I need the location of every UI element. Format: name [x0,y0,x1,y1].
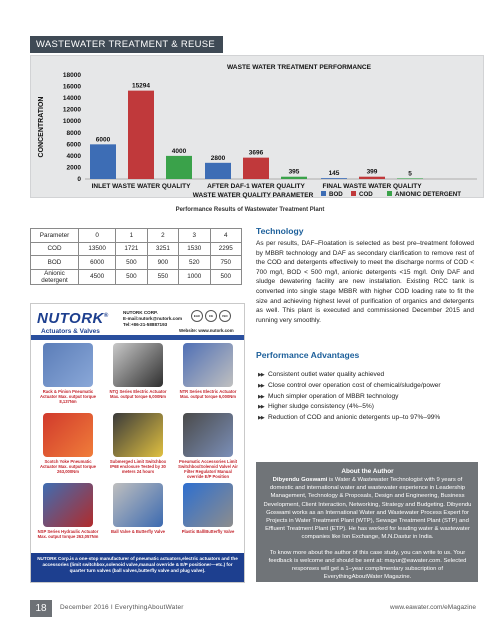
data-label: 399 [366,168,378,176]
certification-badge: ISO [219,310,231,322]
product-image [183,483,233,527]
certification-badge: CE [205,310,217,322]
table-cell: 13500 [79,242,116,256]
x-category-label: FINAL WASTE WATER QUALITY [322,183,422,190]
page-footer [0,600,500,620]
x-category-label: AFTER DAF-1 WATER QUALITY [207,183,305,190]
table-cell: 1721 [116,242,147,256]
legend-label: COD [359,191,373,198]
bar-cod [128,91,154,179]
table-header-cell: 2 [147,229,178,243]
y-tick-label: 10000 [62,118,81,126]
table-cell: 500 [116,256,147,270]
y-tick-label: 8000 [66,129,81,137]
table-cell: Anionic detergent [31,269,79,284]
page-number: 18 [30,600,52,617]
table-row [31,242,242,256]
bar-anionic-detergent [397,178,423,179]
advantage-item [258,392,478,403]
nutork-logo: NUTORK® [37,310,109,327]
table-header-row [31,229,242,243]
x-category-label: INLET WASTE WATER QUALITY [91,183,191,190]
legend-swatch [351,191,356,196]
bar-anionic-detergent [166,156,192,179]
table-cell: 500 [210,269,241,284]
certification-badge: EAC [191,310,203,322]
bar-bod [205,163,231,179]
data-label: 15294 [131,82,151,90]
y-tick-label: 12000 [62,106,81,114]
ad-band [31,335,244,340]
table-cell: 1530 [179,242,210,256]
ad-corp-name: NUTORK CORP. [123,310,158,315]
data-label: 6000 [95,136,111,144]
ad-footer-text: NUTORK Corp.is a one-stop manufacturer of pneumatic actuators,electric actuators and the accessories (limit switchbox,solenoid valve,manual override & E/P positioner—etc.) for quarter turn valves (ball valves,butterfly valve and plug valve). [31,553,244,582]
footer-issue: December 2016 I EverythingAboutWater [60,604,184,611]
author-box [256,462,478,582]
ad-certifications [191,310,231,322]
table-header-cell: 0 [79,229,116,243]
product-label: Rack & Pinion Pneumatic Actuator Max. output torque 8,137Nm [39,389,97,404]
table-cell: 3251 [147,242,178,256]
author-bio-text: is Water & Wastewater Technologist with 9 years of domestic and international water and wastewater experience in Leadership Management, Technology & Proposals, Design and Engineering, Business Development, Client Interaction, Networking, Strategy and Budgeting. Dibyendu Goswami works as an International Water and Wastewater Process Expert for Projects in Water Treatment Plant (WTP), Sewage Treatment Plant (STP) and Effluent Treatment Plant (ETP). He has worked for leading water & wastewater companies like Ion Exchange, M.N.Dastur in India. [263,477,472,541]
technology-text: As per results, DAF–Floatation is selected as best pre–treatment followed by MBBR technology and DAF as secondary clarification to remove rest of the COD and detergents effectively to meet the discharge norms of COD < 700 mg/l, BOD < 500 mg/l, anionic detergents <15 mg/l. Only DAF and sludge dewatering facility are new installation. Existing RCC tank is converted into single stage MBBR with higher COD loading rate to fit the size and achieving highest level of purification of organics and detergents as well. This plant is executed and commissioned December 2015 and running very smoothly. [256,240,474,324]
table-header-cell: Parameter [31,229,79,243]
technology-section [256,226,474,325]
product-image [113,413,163,457]
product-label: Plastic Ball/Butterfly Valve [181,529,235,534]
nutork-advertisement[interactable] [30,303,245,583]
product-image [183,343,233,387]
product-label: Ball Valve & Butterfly Valve [111,529,165,534]
legend-swatch [387,191,392,196]
table-cell: 1000 [179,269,210,284]
table-cell: BOD [31,256,79,270]
table-cell: 750 [210,256,241,270]
table-header-cell: 3 [179,229,210,243]
y-tick-label: 6000 [66,141,81,149]
performance-table [30,228,242,285]
legend-label: BOD [329,191,343,198]
section-tag: WASTEWATER TREATMENT & REUSE [30,36,223,53]
table-header-cell: 1 [116,229,147,243]
data-label: 395 [288,168,300,176]
table-cell: 6000 [79,256,116,270]
table-cell: 500 [116,269,147,284]
ad-contact [123,310,182,329]
bar-bod [321,178,347,179]
table-row [31,256,242,270]
y-tick-label: 4000 [66,152,81,160]
table-header-cell: 4 [210,229,241,243]
bar-anionic-detergent [281,177,307,179]
product-label: NSP Series Hydraulic Actuator Max. output torque 263,057Nm [37,529,99,539]
table-cell: 520 [179,256,210,270]
footer-url[interactable]: www.eawater.com/eMagazine [390,604,476,611]
author-note: To know more about the author of this case study, you can write to us. Your feedback is welcome and should be sent at: mayur@eawater.com. Selected responses will get a 1–year complimentary subscription of EverythingAboutWater Magazine. [268,549,467,581]
chart-caption: Performance Results of Wastewater Treatment Plant [175,207,325,213]
table-cell: 550 [147,269,178,284]
advantage-text: Reduction of COD and anionic detergents up–to 97%–99% [268,414,441,422]
advantages-heading: Performance Advantages [256,350,360,360]
advantages-list [258,370,478,424]
advantage-item [258,370,478,381]
chart-svg [31,56,485,199]
ad-tel: Tel:+86-21-58887193 [123,322,168,328]
chart-title: WASTE WATER TREATMENT PERFORMANCE [226,64,372,71]
bullet-arrow-icon: ▶▶ [258,372,264,378]
bar-cod [359,177,385,179]
advantage-item [258,402,478,413]
technology-heading: Technology [256,226,304,236]
product-label: Pneumatic Accessories Limit Switchbox/Solenoid Valve/ Air Filter Regulator/ Manual override E/P Position [178,459,238,479]
data-label: 2800 [210,154,226,162]
advantage-item [258,381,478,392]
bullet-arrow-icon: ▶▶ [258,415,264,422]
performance-chart [30,55,484,198]
ad-website: Website: www.nutork.com [179,328,234,333]
bullet-arrow-icon: ▶▶ [258,382,264,389]
author-title: About the Author [341,468,394,475]
y-tick-label: 2000 [66,164,81,172]
data-label: 5 [408,170,412,178]
product-label: NTQ Series Electric Actuator Max. output torque 6,000Nm [109,389,167,399]
table-cell: 900 [147,256,178,270]
y-tick-label: 18000 [62,72,81,79]
data-label: 145 [328,170,340,178]
advantage-text: Consistent outlet water quality achieved [268,371,385,378]
author-bio [262,476,473,542]
advantage-item [258,413,478,424]
legend-label: ANIONIC DETERGENT [395,191,462,198]
bar-cod [243,158,269,179]
y-axis-label: CONCENTRATION [38,96,45,158]
y-tick-label: 0 [77,176,81,183]
x-axis-label: WASTE WATER QUALITY PARAMETER [192,192,314,199]
product-image [183,413,233,457]
table-row [31,269,242,284]
table-cell: COD [31,242,79,256]
product-image [43,413,93,457]
author-name: Dibyendu Goswami [272,477,328,483]
product-image [113,343,163,387]
product-image [43,483,93,527]
ad-email: E-mail:nutork@nutork.com [123,316,183,322]
advantage-text: Close control over operation cost of chemical/sludge/power [268,381,441,389]
y-tick-label: 14000 [62,95,81,103]
advantage-text: Much simpler operation of MBBR technology [268,392,399,400]
bar-bod [90,144,116,179]
product-label: Submerged Limit Switchbox IP68 enclosure Tested by 30 meters 24 hours [109,459,167,474]
product-label: NTR Series Electric Actuator Max. output torque 6,000Nm [179,389,237,399]
ad-tagline: Actuators & Valves [41,328,100,335]
bullet-arrow-icon: ▶▶ [258,404,264,411]
data-label: 4000 [171,147,187,155]
product-image [43,343,93,387]
product-image [113,483,163,527]
legend-swatch [321,191,326,196]
table-cell: 2295 [210,242,241,256]
table-cell: 4500 [79,269,116,284]
product-label: Scotch Yoke Pneumatic Actuator Max. output torque 263,000Nm [39,459,97,474]
y-tick-label: 16000 [62,83,81,91]
bullet-arrow-icon: ▶▶ [258,393,264,400]
advantage-text: Higher sludge consistency (4%–5%) [268,403,374,411]
data-label: 3696 [248,149,264,157]
